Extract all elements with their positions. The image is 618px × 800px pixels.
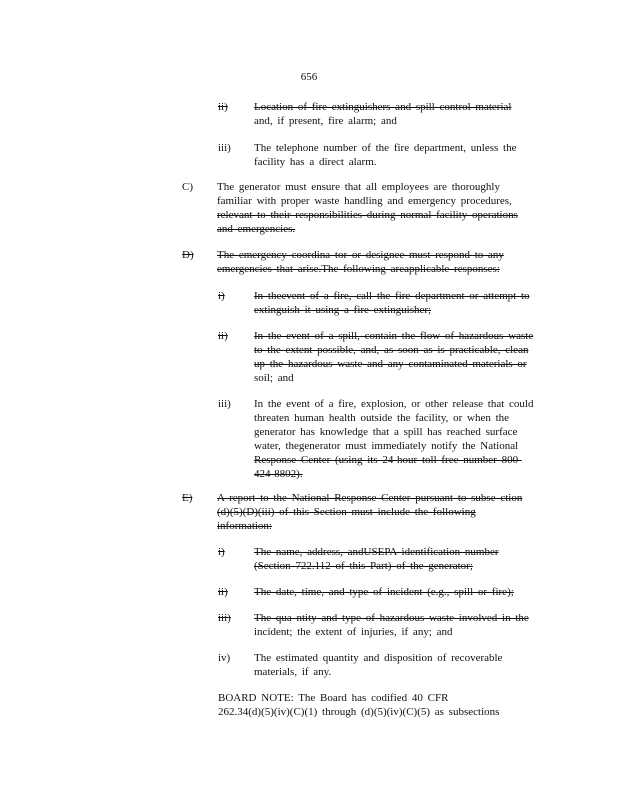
list-item-i bbox=[218, 289, 538, 319]
item-line: Location of fire extinguishers and spill control material bbox=[254, 101, 512, 113]
item-line: The generator must ensure that all employees are thoroughly bbox=[217, 181, 500, 193]
list-item-iii bbox=[218, 611, 538, 641]
board-note-line: 262.34(d)(5)(iv)(C)(1) through (d)(5)(iv)(C)(5) as subsections bbox=[218, 706, 500, 718]
item-marker: ii) bbox=[218, 330, 228, 342]
item-line: Response Center (using its 24-hour toll free number 800- bbox=[254, 454, 522, 466]
item-line: The date, time, and type of incident (e.g., spill or fire); bbox=[254, 586, 514, 598]
item-line: 424-8802). bbox=[254, 468, 303, 480]
item-line: emergencies that arise.The following areapplicable responses: bbox=[217, 263, 500, 275]
board-note-line: BOARD NOTE: The Board has codified 40 CFR bbox=[218, 692, 449, 704]
item-marker: iii) bbox=[218, 612, 231, 624]
list-item-c bbox=[182, 180, 542, 238]
item-marker: D) bbox=[182, 249, 194, 261]
list-item-iii bbox=[218, 141, 538, 171]
item-line: The name, address, andUSEPA identification number bbox=[254, 546, 499, 558]
item-line: A report to the National Response Center pursuant to subse ction bbox=[217, 492, 523, 504]
list-item-i bbox=[218, 545, 538, 575]
list-item-ii bbox=[218, 585, 538, 601]
item-marker: iv) bbox=[218, 652, 231, 664]
item-line: relevant to their responsibilities during normal facility operations bbox=[217, 209, 518, 221]
item-line: to the extent possible, and, as soon as is practicable, clean bbox=[254, 344, 529, 356]
item-line: water, thegenerator must immediately notify the National bbox=[254, 440, 519, 452]
item-marker: iii) bbox=[218, 398, 231, 410]
item-line: In the event of a spill, contain the flow of hazardous waste bbox=[254, 330, 534, 342]
item-marker: ii) bbox=[218, 586, 228, 598]
list-item-iv bbox=[218, 651, 538, 681]
item-line: familiar with proper waste handling and emergency procedures, bbox=[217, 195, 512, 207]
page-number: 656 bbox=[300, 71, 318, 83]
item-marker: i) bbox=[218, 546, 225, 558]
list-item-iii bbox=[218, 397, 538, 483]
item-line: and, if present, fire alarm; and bbox=[254, 115, 397, 127]
item-line: In the event of a fire, explosion, or other release that could bbox=[254, 398, 534, 410]
item-line: (d)(5)(D)(iii) of this Section must include the following bbox=[217, 506, 476, 518]
item-line: In theevent of a fire, call the fire department or attempt to bbox=[254, 290, 530, 302]
item-line: The emergency coordina tor or designee must respond to any bbox=[217, 249, 504, 261]
item-line: The telephone number of the fire department, unless the bbox=[254, 142, 517, 154]
item-line: extinguish it using a fire extinguisher; bbox=[254, 304, 432, 316]
item-marker: iii) bbox=[218, 142, 231, 154]
board-note bbox=[218, 691, 538, 721]
item-line: facility has a direct alarm. bbox=[254, 156, 377, 168]
item-marker: ii) bbox=[218, 101, 228, 113]
item-line: generator has knowledge that a spill has reached surface bbox=[254, 426, 518, 438]
list-item-ii bbox=[218, 329, 538, 387]
item-line: up the hazardous waste and any contaminated materials or bbox=[254, 358, 527, 370]
item-marker: E) bbox=[182, 492, 193, 504]
item-line: soil; and bbox=[254, 372, 294, 384]
item-line: incident; the extent of injuries, if any; and bbox=[254, 626, 453, 638]
list-item-e bbox=[182, 491, 542, 535]
list-item-d bbox=[182, 248, 542, 278]
item-line: The qua ntity and type of hazardous waste involved in the bbox=[254, 612, 529, 624]
list-item-ii bbox=[218, 100, 538, 130]
item-line: materials, if any. bbox=[254, 666, 332, 678]
item-line: threaten human health outside the facility, or when the bbox=[254, 412, 510, 424]
item-marker: C) bbox=[182, 181, 193, 193]
item-marker: i) bbox=[218, 290, 225, 302]
item-line: information: bbox=[217, 520, 272, 532]
item-line: The estimated quantity and disposition of recoverable bbox=[254, 652, 503, 664]
item-line: and emergencies. bbox=[217, 223, 296, 235]
item-line: (Section 722.112 of this Part) of the generator; bbox=[254, 560, 473, 572]
